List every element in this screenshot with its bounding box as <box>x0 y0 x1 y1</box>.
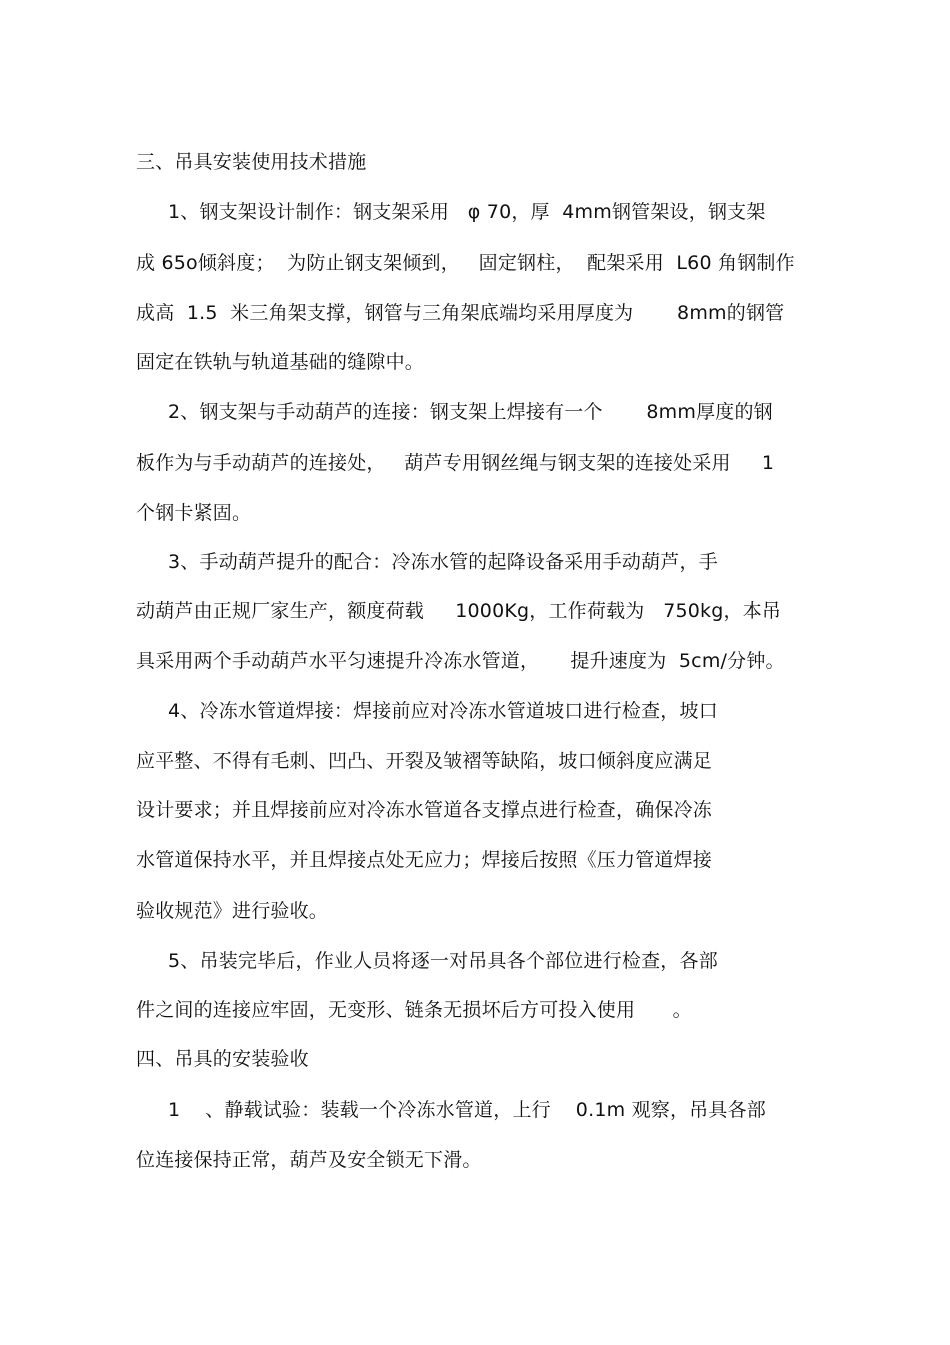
paragraph-line: 件之间的连接应牢固，无变形、链条无损坏后方可投入使用 。 <box>136 999 692 1021</box>
section-heading-3: 三、吊具安装使用技术措施 <box>136 151 367 173</box>
paragraph-line: 1 、静载试验：装载一个冷冻水管道，上行 0.1m 观察，吊具各部 <box>168 1099 766 1121</box>
paragraph-line: 个钢卡紧固。 <box>136 502 252 524</box>
section-heading-4: 四、吊具的安装验收 <box>136 1048 309 1070</box>
paragraph-line: 验收规范》进行验收。 <box>136 900 329 922</box>
paragraph-line: 成 65o倾斜度； 为防止钢支架倾到， 固定钢柱， 配架采用 L60 角钢制作 <box>136 252 795 274</box>
paragraph-line: 固定在铁轨与轨道基础的缝隙中。 <box>136 351 425 373</box>
paragraph-line: 成高 1.5 米三角架支撑，钢管与三角架底端均采用厚度为 8mm的钢管 <box>136 302 785 324</box>
paragraph-line: 具采用两个手动葫芦水平匀速提升冷冻水管道， 提升速度为 5cm/分钟。 <box>136 650 785 672</box>
paragraph-line: 1、钢支架设计制作：钢支架采用 φ 70，厚 4mm钢管架设，钢支架 <box>168 201 766 223</box>
paragraph-line: 2、钢支架与手动葫芦的连接：钢支架上焊接有一个 8mm厚度的钢 <box>168 401 773 423</box>
paragraph-line: 水管道保持水平，并且焊接点处无应力；焊接后按照《压力管道焊接 <box>136 849 713 871</box>
paragraph-line: 位连接保持正常，葫芦及安全锁无下滑。 <box>136 1149 482 1171</box>
paragraph-line: 4、冷冻水管道焊接：焊接前应对冷冻水管道坡口进行检查，坡口 <box>168 700 718 722</box>
paragraph-line: 应平整、不得有毛刺、凹凸、开裂及皱褶等缺陷，坡口倾斜度应满足 <box>136 750 713 772</box>
paragraph-line: 设计要求；并且焊接前应对冷冻水管道各支撑点进行检查，确保冷冻 <box>136 799 713 821</box>
paragraph-line: 3、手动葫芦提升的配合：冷冻水管的起降设备采用手动葫芦，手 <box>168 551 718 573</box>
paragraph-line: 板作为与手动葫芦的连接处， 葫芦专用钢丝绳与钢支架的连接处采用 1 <box>136 452 775 474</box>
paragraph-line: 5、吊装完毕后，作业人员将逐一对吊具各个部位进行检查，各部 <box>168 950 718 972</box>
paragraph-line: 动葫芦由正规厂家生产，额度荷载 1000Kg，工作荷载为 750kg，本吊 <box>136 600 782 622</box>
